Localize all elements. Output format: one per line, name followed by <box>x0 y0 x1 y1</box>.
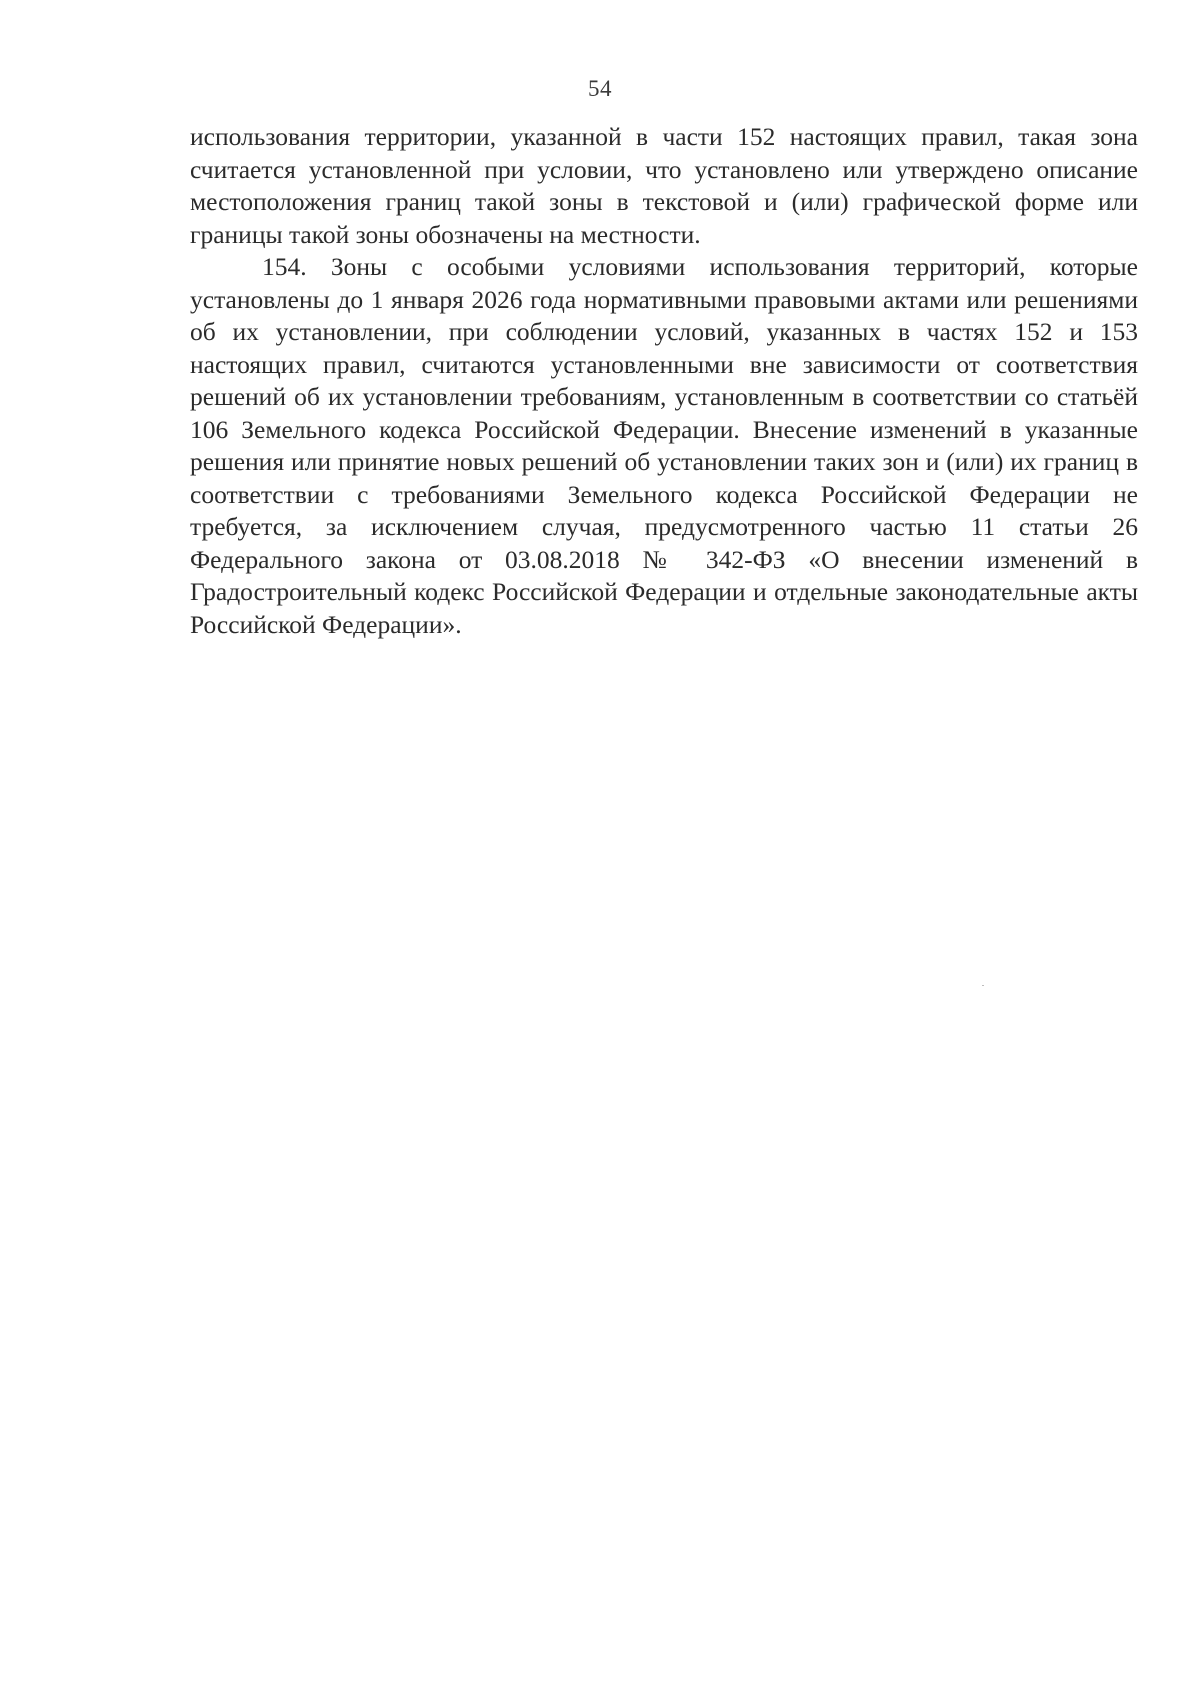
paragraph-154: 154. Зоны с особыми условиями использования территорий, которые установлены до 1 января 2026 года нормативными правовыми актами или решениями об их установлении, при соблюдении условий, указанных в частях 152 и 153 настоящих правил, считаются установленными вне зависимости от соответствия решений об их установлении требованиям, установленным в соответствии со статьёй 106 Земельного кодекса Российской Федерации. Внесение изменений в указанные решения или принятие новых решений об установлении таких зон и (или) их границ в соответствии с требованиями Земельного кодекса Российской Федерации не требуется, за исключением случая, предусмотренного частью 11 статьи 26 Федерального закона от 03.08.2018 № 342-ФЗ «О внесении изменений в Градостроительный кодекс Российской Федерации и отдельные законодательные акты Российской Федерации». <box>190 252 1138 639</box>
paragraph-continuation: использования территории, указанной в части 152 настоящих правил, такая зона считается установленной при условии, что установлено или утверждено описание местоположения границ такой зоны в текстовой и (или) графической форме или границы такой зоны обозначены на местности. <box>190 122 1138 249</box>
page-number: 54 <box>588 76 612 101</box>
document-body <box>190 121 1138 641</box>
scan-artifact <box>982 985 984 986</box>
